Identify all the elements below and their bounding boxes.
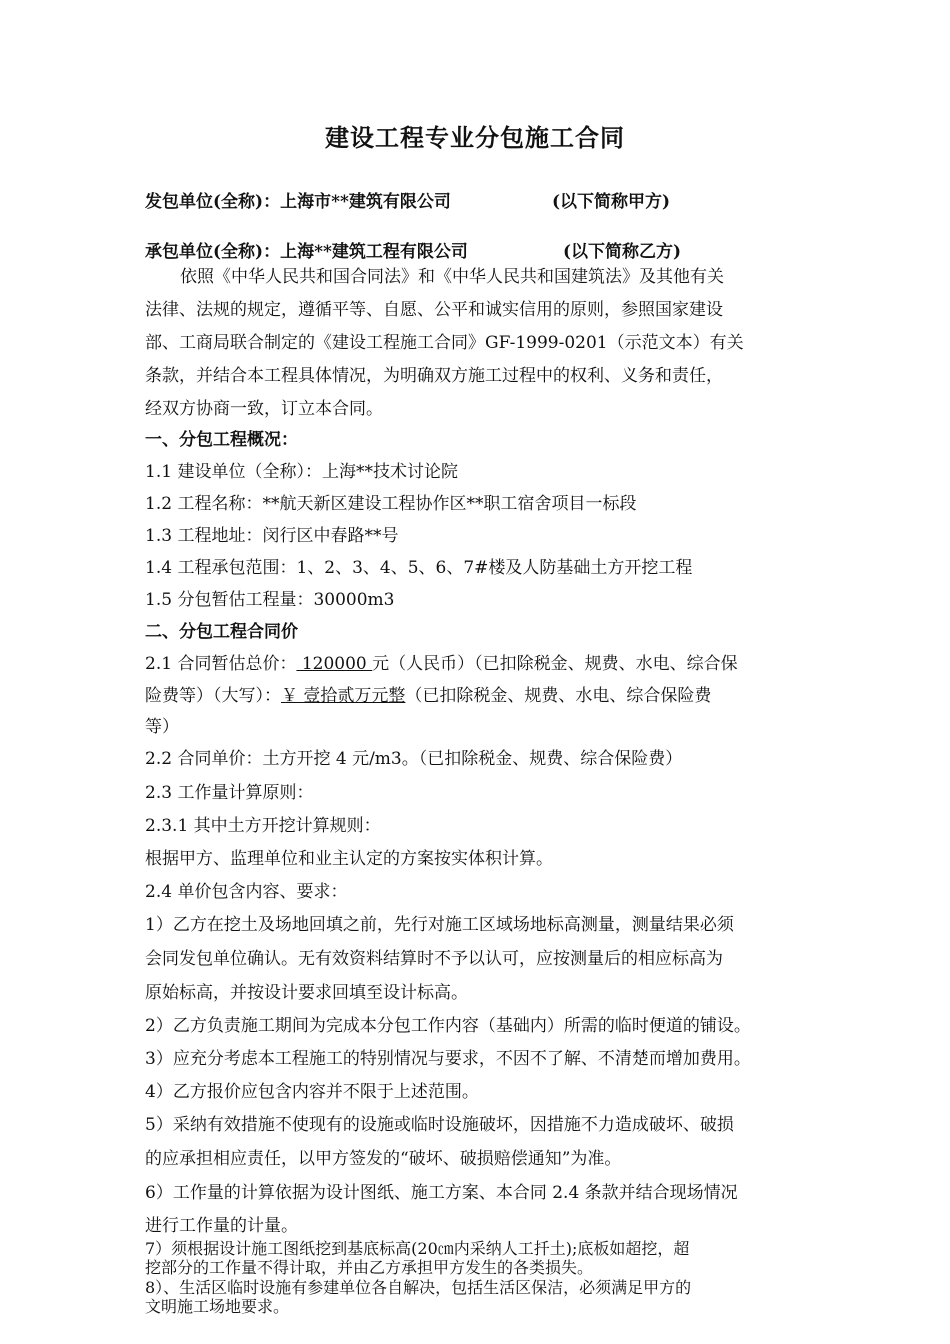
clause-2-1-line2-prefix: 险费等）（大写）：	[145, 686, 281, 706]
clause-2-3-1-text: 根据甲方、监理单位和业主认定的方案按实体积计算。	[145, 849, 553, 869]
requirement-2: 2）乙方负责施工期间为完成本分包工作内容（基础内）所需的临时便道的铺设。	[145, 1016, 751, 1036]
section1-item: 1.2 工程名称：**航天新区建设工程协作区**职工宿舍项目一标段	[145, 494, 637, 514]
clause-2-3: 2.3 工作量计算原则：	[145, 783, 314, 803]
requirement-1-line: 原始标高，并按设计要求回填至设计标高。	[145, 983, 468, 1003]
total-price-words: ￥ 壹拾贰万元整	[281, 686, 406, 706]
party-b-abbr: (以下简称乙方)	[563, 242, 682, 262]
requirement-5-line: 的应承担相应责任，以甲方签发的“破坏、破损赔偿通知”为准。	[145, 1149, 622, 1169]
requirement-8-line: 文明施工场地要求。	[145, 1297, 290, 1316]
intro-line: 部、工商局联合制定的《建设工程施工合同》GF-1999-0201（示范文本）有关	[145, 333, 744, 353]
requirement-1-line: 1）乙方在挖土及场地回填之前，先行对施工区域场地标高测量，测量结果必须	[145, 915, 734, 935]
requirement-5-line: 5）采纳有效措施不使现有的设施或临时设施破坏，因措施不力造成破坏、破损	[145, 1115, 734, 1135]
clause-2-1-line1	[145, 653, 738, 675]
requirement-4: 4）乙方报价应包含内容并不限于上述范围。	[145, 1082, 479, 1102]
clause-2-3-1: 2.3.1 其中土方开挖计算规则：	[145, 816, 381, 836]
clause-2-4: 2.4 单价包含内容、要求：	[145, 882, 348, 902]
section1-item: 1.1 建设单位（全称）：上海**技术讨论院	[145, 462, 458, 482]
intro-line: 依照《中华人民共和国合同法》和《中华人民共和国建筑法》及其他有关	[180, 267, 724, 287]
requirement-7-line: 7）须根据设计施工图纸挖到基底标高(20㎝内采纳人工扦土);底板如超挖，超	[145, 1239, 690, 1258]
party-a-line	[145, 187, 671, 212]
party-b-label: 承包单位(全称)：上海**建筑工程有限公司	[145, 242, 468, 262]
requirement-6-line: 进行工作量的计量。	[145, 1216, 298, 1236]
requirement-8-line: 8）、生活区临时设施有参建单位各自解决，包括生活区保洁，必须满足甲方的	[145, 1278, 692, 1297]
section2-heading: 二、分包工程合同价	[145, 622, 298, 642]
clause-2-2: 2.2 合同单价：土方开挖 4 元/m3。（已扣除税金、规费、综合保险费）	[145, 749, 683, 769]
section1-item: 1.4 工程承包范围：1、2、3、4、5、6、7#楼及人防基础土方开挖工程	[145, 558, 693, 578]
requirement-3: 3）应充分考虑本工程施工的特别情况与要求，不因不了解、不清楚而增加费用。	[145, 1049, 751, 1069]
section1-heading: 一、分包工程概况：	[145, 430, 298, 450]
section1-item: 1.5 分包暂估工程量：30000m3	[145, 590, 395, 610]
intro-line: 经双方协商一致，订立本合同。	[145, 399, 383, 419]
clause-2-1-line3: 等）	[145, 717, 179, 737]
clause-2-1-prefix: 2.1 合同暂估总价：	[145, 654, 297, 674]
total-price-amount: 120000	[296, 654, 373, 674]
clause-2-1-line2	[145, 685, 711, 707]
intro-line: 条款，并结合本工程具体情况，为明确双方施工过程中的权利、义务和责任，	[145, 366, 723, 386]
requirement-6-line: 6）工作量的计算依据为设计图纸、施工方案、本合同 2.4 条款并结合现场情况	[145, 1183, 738, 1203]
party-a-abbr: (以下简称甲方)	[552, 192, 671, 212]
requirement-7-line: 挖部分的工作量不得计取，并由乙方承担甲方发生的各类损失。	[145, 1258, 594, 1277]
section1-item: 1.3 工程地址：闵行区中春路**号	[145, 526, 399, 546]
clause-2-1-mid: 元（人民币）（已扣除税金、规费、水电、综合保	[372, 654, 738, 674]
party-a-label: 发包单位(全称)：上海市**建筑有限公司	[145, 192, 451, 212]
requirement-1-line: 会同发包单位确认。无有效资料结算时不予以认可，应按测量后的相应标高为	[145, 949, 723, 969]
party-b-line	[145, 237, 682, 262]
clause-2-1-line2-suffix: （已扣除税金、规费、水电、综合保险费	[405, 686, 712, 706]
intro-line: 法律、法规的规定，遵循平等、自愿、公平和诚实信用的原则，参照国家建设	[145, 300, 723, 320]
document-title: 建设工程专业分包施工合同	[325, 123, 625, 152]
